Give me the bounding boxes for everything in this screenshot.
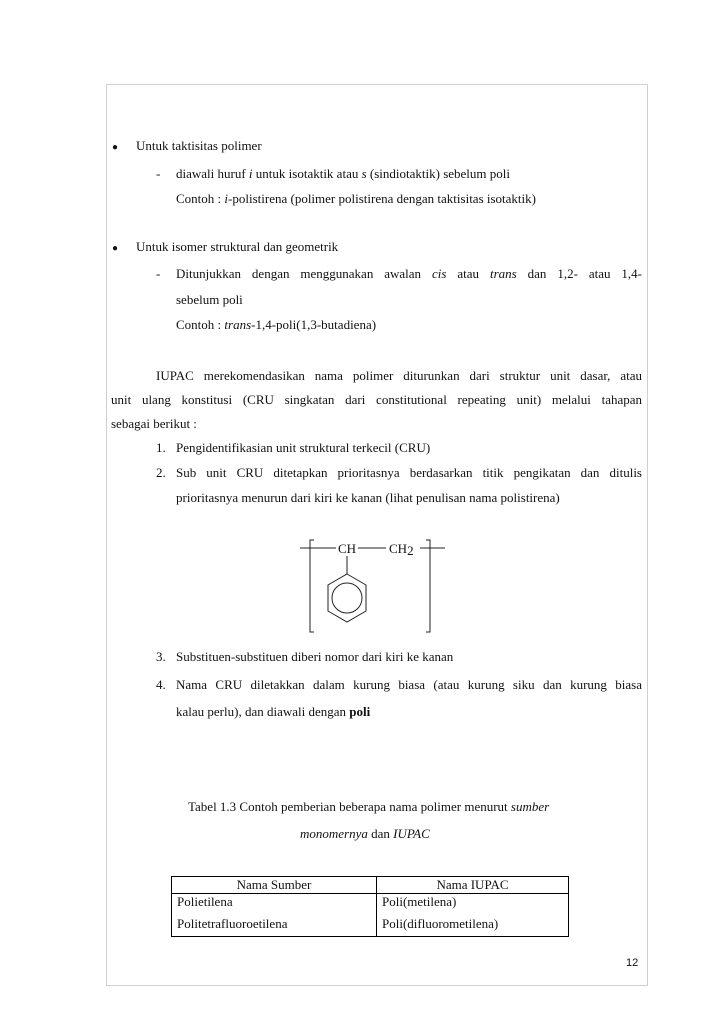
- paragraph-line2: unit ulang konstitusi (CRU singkatan dari constitutional repeating unit) melalui tahapan: [111, 392, 642, 407]
- step-number: 1.: [156, 440, 166, 455]
- bullet-icon: ●: [112, 142, 119, 153]
- benzene-ring: [328, 574, 366, 622]
- table-cell: Poli(difluorometilena): [377, 910, 569, 937]
- step-4-line2: kalau perlu), dan diawali dengan poli: [176, 704, 371, 719]
- heading-taktisitas: Untuk taktisitas polimer: [136, 138, 262, 153]
- table-caption-line2: monomernya dan IUPAC: [300, 826, 430, 841]
- table-row: [172, 894, 569, 911]
- isomer-item-line2: sebelum poli: [176, 292, 243, 307]
- heading-isomer: Untuk isomer struktural dan geometrik: [136, 239, 339, 254]
- polymer-names-table: [171, 876, 569, 937]
- table-cell: Politetrafluoroetilena: [172, 910, 377, 937]
- right-bracket: [426, 540, 430, 632]
- bullet-icon: ●: [112, 243, 119, 254]
- paragraph-line1: IUPAC merekomendasikan nama polimer diturunkan dari struktur unit dasar, atau: [156, 368, 642, 383]
- table-header-row: [172, 877, 569, 894]
- step-4-line1: Nama CRU diletakkan dalam kurung biasa (atau kurung siku dan kurung biasa: [176, 677, 642, 692]
- page-frame: [106, 84, 648, 986]
- step-number: 4.: [156, 677, 166, 692]
- table-header-cell: Nama Sumber: [172, 877, 377, 894]
- step-3: Substituen-substituen diberi nomor dari kiri ke kanan: [176, 649, 454, 664]
- table-row: [172, 910, 569, 937]
- dash-marker: -: [156, 166, 161, 181]
- dash-marker: -: [156, 266, 161, 281]
- polystyrene-structure: [300, 536, 460, 636]
- step-number: 2.: [156, 465, 166, 480]
- table-cell: Polietilena: [172, 894, 377, 911]
- ch2-label: CH2: [389, 541, 414, 558]
- paragraph-line3: sebagai berikut :: [111, 416, 197, 431]
- left-bracket: [310, 540, 314, 632]
- step-number: 3.: [156, 649, 166, 664]
- ch-label: CH: [338, 541, 357, 556]
- benzene-circle: [332, 583, 362, 613]
- step-2-line2: prioritasnya menurun dari kiri ke kanan (lihat penulisan nama polistirena): [176, 490, 560, 505]
- table-header-cell: Nama IUPAC: [377, 877, 569, 894]
- table-caption-line1: Tabel 1.3 Contoh pemberian beberapa nama polimer menurut sumber: [188, 799, 550, 814]
- page-number: 12: [626, 957, 639, 969]
- isomer-contoh: Contoh : trans-1,4-poli(1,3-butadiena): [176, 317, 377, 332]
- step-2-line1: Sub unit CRU ditetapkan prioritasnya berdasarkan titik pengikatan dan ditulis: [176, 465, 642, 480]
- isomer-item-line1: Ditunjukkan dengan menggunakan awalan cis atau trans dan 1,2- atau 1,4-: [176, 266, 642, 281]
- taktisitas-contoh: Contoh : i-polistirena (polimer polistirena dengan taktisitas isotaktik): [176, 191, 536, 206]
- step-1: Pengidentifikasian unit struktural terkecil (CRU): [176, 440, 431, 455]
- table-cell: Poli(metilena): [377, 894, 569, 911]
- taktisitas-item: diawali huruf i untuk isotaktik atau s (sindiotaktik) sebelum poli: [176, 166, 510, 181]
